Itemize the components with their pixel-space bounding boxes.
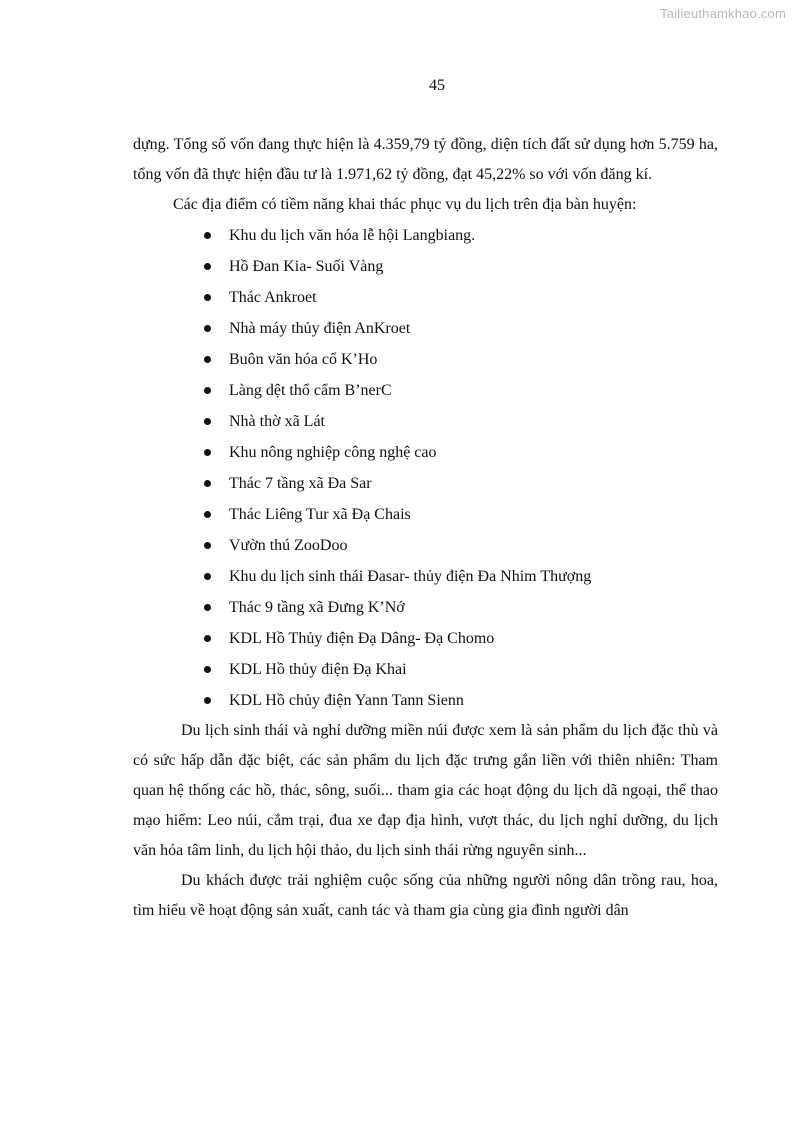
- bullet-icon: [204, 418, 211, 425]
- watermark: Tailieuthamkhao.com: [660, 6, 786, 21]
- bullet-icon: [204, 325, 211, 332]
- list-item-text: Thác 7 tầng xã Đa Sar: [229, 475, 372, 492]
- bullet-icon: [204, 604, 211, 611]
- list-item-text: Khu du lịch văn hóa lễ hội Langbiang.: [229, 227, 476, 244]
- list-item-text: KDL Hồ Thủy điện Đạ Dâng- Đạ Chomo: [229, 630, 495, 647]
- list-item: [133, 499, 718, 530]
- bullet-icon: [204, 573, 211, 580]
- list-item-text: Khu du lịch sinh thái Đasar- thủy điện Đa Nhim Thượng: [229, 568, 592, 585]
- list-item-text: Làng dệt thổ cẩm B’nerC: [229, 382, 392, 399]
- list-item: [133, 282, 718, 313]
- bullet-icon: [204, 294, 211, 301]
- list-item: [133, 530, 718, 561]
- bullet-icon: [204, 387, 211, 394]
- page-number: 45: [429, 77, 445, 94]
- list-item: [133, 375, 718, 406]
- list-item: [133, 313, 718, 344]
- list-lead-paragraph: Các địa điểm có tiềm năng khai thác phục vụ du lịch trên địa bàn huyện:: [173, 196, 637, 213]
- bullet-icon: [204, 542, 211, 549]
- list-item-text: Thác Liêng Tur xã Đạ Chais: [229, 506, 411, 523]
- list-item: [133, 468, 718, 499]
- list-item-text: KDL Hồ chủy điện Yann Tann Sienn: [229, 692, 464, 709]
- bullet-icon: [204, 449, 211, 456]
- bullet-icon: [204, 480, 211, 487]
- list-item: [133, 654, 718, 685]
- bullet-icon: [204, 697, 211, 704]
- list-item-text: Vườn thú ZooDoo: [229, 537, 348, 554]
- bullet-icon: [204, 635, 211, 642]
- bullet-icon: [204, 232, 211, 239]
- bullet-icon: [204, 666, 211, 673]
- location-list: [133, 220, 718, 716]
- list-item: [133, 561, 718, 592]
- farmstay-paragraph: Du khách được trải nghiệm cuộc sống của những người nông dân trồng rau, hoa, tìm hiểu về hoạt động sản xuất, canh tác và tham gia cùng gia đình người dân: [133, 872, 718, 919]
- list-item: [133, 685, 718, 716]
- list-item-text: Khu nông nghiệp công nghệ cao: [229, 444, 437, 461]
- bullet-icon: [204, 511, 211, 518]
- ecotourism-paragraph: Du lịch sinh thái và nghỉ dưỡng miền núi được xem là sản phẩm du lịch đặc thù và có sức hấp dẫn đặc biệt, các sản phẩm du lịch đặc trưng gắn liền với thiên nhiên: Tham quan hệ thống các hồ, thác, sông, suối... tham gia các hoạt động du lịch dã ngoại, thể thao mạo hiểm: Leo núi, cắm trại, đua xe đạp địa hình, vượt thác, du lịch nghỉ dưỡng, du lịch văn hóa tâm linh, du lịch hội thảo, du lịch sinh thái rừng nguyên sinh...: [133, 722, 718, 859]
- list-item-text: Thác Ankroet: [229, 289, 317, 306]
- list-item: [133, 406, 718, 437]
- list-item: [133, 437, 718, 468]
- list-item: [133, 220, 718, 251]
- intro-paragraph: dựng. Tổng số vốn đang thực hiện là 4.359,79 tỷ đồng, diện tích đất sử dụng hơn 5.759 ha, tổng vốn đã thực hiện đầu tư là 1.971,62 tỷ đồng, đạt 45,22% so với vốn đăng kí.: [133, 136, 718, 183]
- list-item-text: Nhà thờ xã Lát: [229, 413, 325, 430]
- list-item: [133, 251, 718, 282]
- list-item-text: Hồ Đan Kia- Suối Vàng: [229, 258, 384, 275]
- list-item-text: Nhà máy thủy điện AnKroet: [229, 320, 411, 337]
- list-item: [133, 344, 718, 375]
- list-item-text: KDL Hồ thủy điện Đạ Khai: [229, 661, 407, 678]
- list-item-text: Buôn văn hóa cổ K’Ho: [229, 351, 378, 368]
- bullet-icon: [204, 263, 211, 270]
- bullet-icon: [204, 356, 211, 363]
- document-body: [133, 130, 718, 926]
- list-item-text: Thác 9 tầng xã Đưng K’Nớ: [229, 599, 405, 616]
- list-item: [133, 623, 718, 654]
- list-item: [133, 592, 718, 623]
